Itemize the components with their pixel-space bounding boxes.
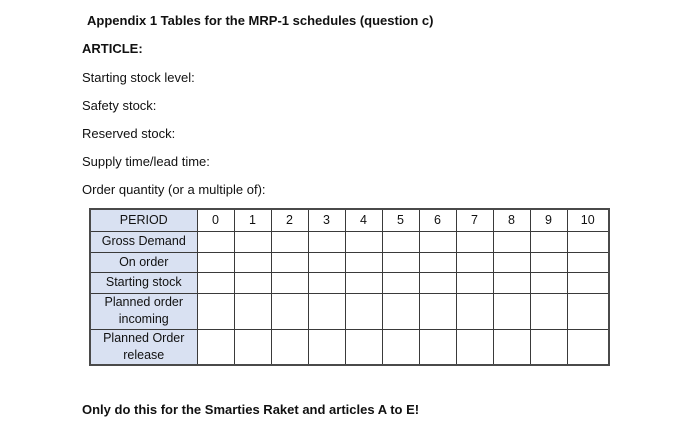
period-8: 8 xyxy=(493,209,530,231)
table-row xyxy=(90,272,609,293)
table-cell[interactable] xyxy=(456,329,493,365)
table-cell[interactable] xyxy=(567,252,609,272)
article-label: ARTICLE: xyxy=(82,41,143,56)
table-cell[interactable] xyxy=(493,272,530,293)
period-3: 3 xyxy=(308,209,345,231)
table-cell[interactable] xyxy=(345,293,382,329)
table-cell[interactable] xyxy=(419,252,456,272)
table-cell[interactable] xyxy=(234,252,271,272)
period-2: 2 xyxy=(271,209,308,231)
page-title: Appendix 1 Tables for the MRP-1 schedules (question c) xyxy=(87,13,434,28)
period-6: 6 xyxy=(419,209,456,231)
table-cell[interactable] xyxy=(197,272,234,293)
table-cell[interactable] xyxy=(271,252,308,272)
planned-order-release-label: Planned Order release xyxy=(90,329,197,365)
reserved-stock-label: Reserved stock: xyxy=(82,126,176,141)
table-cell[interactable] xyxy=(197,329,234,365)
table-cell[interactable] xyxy=(234,329,271,365)
period-4: 4 xyxy=(345,209,382,231)
table-cell[interactable] xyxy=(419,329,456,365)
table-cell[interactable] xyxy=(530,231,567,252)
table-cell[interactable] xyxy=(567,329,609,365)
table-cell[interactable] xyxy=(382,329,419,365)
table-cell[interactable] xyxy=(530,272,567,293)
lead-time-label: Supply time/lead time: xyxy=(82,154,210,169)
table-cell[interactable] xyxy=(271,293,308,329)
table-cell[interactable] xyxy=(382,252,419,272)
table-cell[interactable] xyxy=(493,231,530,252)
table-row xyxy=(90,293,609,329)
table-cell[interactable] xyxy=(382,293,419,329)
table-row xyxy=(90,231,609,252)
table-cell[interactable] xyxy=(197,231,234,252)
gross-demand-label: Gross Demand xyxy=(90,231,197,252)
table-cell[interactable] xyxy=(308,329,345,365)
table-cell[interactable] xyxy=(456,293,493,329)
order-quantity-label: Order quantity (or a multiple of): xyxy=(82,182,266,197)
safety-stock-label: Safety stock: xyxy=(82,98,157,113)
starting-stock-label: Starting stock xyxy=(90,272,197,293)
table-cell[interactable] xyxy=(493,293,530,329)
period-7: 7 xyxy=(456,209,493,231)
table-cell[interactable] xyxy=(234,272,271,293)
table-cell[interactable] xyxy=(493,252,530,272)
table-cell[interactable] xyxy=(345,231,382,252)
table-cell[interactable] xyxy=(567,231,609,252)
table-cell[interactable] xyxy=(345,272,382,293)
period-5: 5 xyxy=(382,209,419,231)
table-row xyxy=(90,329,609,365)
table-cell[interactable] xyxy=(271,272,308,293)
footer-instruction: Only do this for the Smarties Raket and articles A to E! xyxy=(82,402,420,417)
table-cell[interactable] xyxy=(308,272,345,293)
planned-order-incoming-label: Planned order incoming xyxy=(90,293,197,329)
table-cell[interactable] xyxy=(456,272,493,293)
table-cell[interactable] xyxy=(308,252,345,272)
period-10: 10 xyxy=(567,209,609,231)
table-cell[interactable] xyxy=(456,252,493,272)
table-cell[interactable] xyxy=(308,293,345,329)
table-cell[interactable] xyxy=(197,252,234,272)
table-row xyxy=(90,252,609,272)
table-cell[interactable] xyxy=(530,252,567,272)
table-cell[interactable] xyxy=(567,272,609,293)
table-cell[interactable] xyxy=(419,293,456,329)
period-9: 9 xyxy=(530,209,567,231)
table-cell[interactable] xyxy=(345,329,382,365)
table-cell[interactable] xyxy=(234,231,271,252)
table-cell[interactable] xyxy=(271,231,308,252)
table-cell[interactable] xyxy=(419,272,456,293)
period-header-row xyxy=(90,209,609,231)
period-header: PERIOD xyxy=(90,209,197,231)
table-cell[interactable] xyxy=(493,329,530,365)
table-cell[interactable] xyxy=(308,231,345,252)
on-order-label: On order xyxy=(90,252,197,272)
table-cell[interactable] xyxy=(382,231,419,252)
table-cell[interactable] xyxy=(456,231,493,252)
table-cell[interactable] xyxy=(271,329,308,365)
table-cell[interactable] xyxy=(197,293,234,329)
table-cell[interactable] xyxy=(567,293,609,329)
table-cell[interactable] xyxy=(234,293,271,329)
table-cell[interactable] xyxy=(530,329,567,365)
mrp-schedule-table xyxy=(89,208,610,366)
period-1: 1 xyxy=(234,209,271,231)
table-cell[interactable] xyxy=(530,293,567,329)
starting-stock-level-label: Starting stock level: xyxy=(82,70,195,85)
table-cell[interactable] xyxy=(345,252,382,272)
table-cell[interactable] xyxy=(382,272,419,293)
period-0: 0 xyxy=(197,209,234,231)
table-cell[interactable] xyxy=(419,231,456,252)
